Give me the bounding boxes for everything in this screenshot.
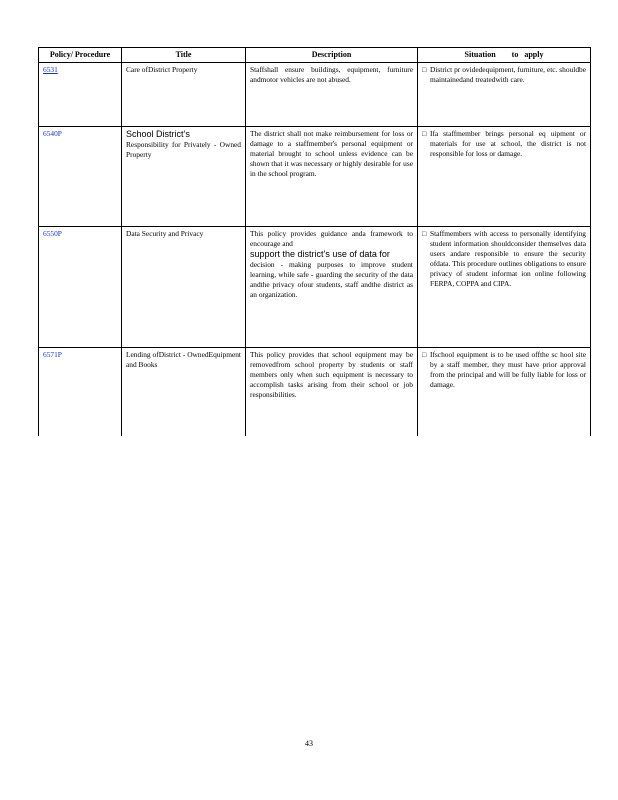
- policy-description-cell: [246, 127, 418, 227]
- policy-code-cell: [39, 63, 122, 127]
- table-header-row: [39, 48, 591, 63]
- policy-situation-cell: [418, 63, 591, 127]
- policy-description-cell: [246, 63, 418, 127]
- policy-description: Staffshall ensure buildings, equipment, furniture andmotor vehicles are not abused.: [250, 65, 413, 84]
- policy-title-cell: [122, 63, 246, 127]
- policy-situation: Staffmembers with access to personally identifying student information shouldconsider themselves data users andare responsible to ensure the security ofdata. This procedure outlines obligations to ensure privacy of student informat ion online following FERPA, COPPA and CIPA.: [430, 229, 586, 288]
- policy-title: Care ofDistrict Property: [126, 65, 198, 74]
- policy-code: 6540P: [43, 129, 62, 138]
- checkbox-bullet-icon: □: [422, 230, 427, 238]
- table-row: [39, 63, 591, 127]
- policy-description-part2: decision - making purposes to improve student learning, while safe - guarding the security of the data andthe privacy ofour students, staff andthe district as an organization.: [250, 260, 413, 299]
- policy-situation: Ifa staffmember brings personal eq uipment or materials for use at school, the district is not responsible for loss or damage.: [430, 129, 586, 158]
- policy-code-cell: [39, 348, 122, 436]
- header-policy: Policy/ Procedure: [39, 48, 122, 63]
- table-row: [39, 348, 591, 436]
- policy-title-cell: [122, 348, 246, 436]
- policy-code-link[interactable]: 6531: [43, 65, 58, 74]
- policy-situation-cell: [418, 227, 591, 348]
- policy-title-large: School District’s: [126, 129, 190, 139]
- header-situation: Situation to apply: [418, 48, 591, 63]
- policy-description-cell: [246, 348, 418, 436]
- policy-description-large: support the district’s use of data for: [250, 249, 390, 259]
- page-number: 43: [305, 739, 313, 748]
- policy-title: Responsibility for Privately - Owned Property: [126, 140, 241, 159]
- policy-situation-cell: [418, 348, 591, 436]
- header-title: Title: [122, 48, 246, 63]
- policy-description-cell: [246, 227, 418, 348]
- policy-code-cell: [39, 127, 122, 227]
- policy-code: 6571P: [43, 350, 62, 359]
- policy-description: This policy provides that school equipment may be removedfrom school property by students or staff members only when such equipment is necessary to accomplish tasks arising from their school or job responsibilities.: [250, 350, 413, 399]
- policy-description: The district shall not make reimbursement for loss or damage to a staffmember's personal equipment or material brought to school unless evidence can be shown that it was necessary or highly desirable for use in the school program.: [250, 129, 413, 178]
- policy-title: Lending ofDistrict - OwnedEquipment and Books: [126, 350, 241, 369]
- policy-code-cell: [39, 227, 122, 348]
- table-row: [39, 127, 591, 227]
- policy-situation: District pr ovidedequipment, furniture, etc. shouldbe maintainedand treatedwith care.: [430, 65, 586, 84]
- policy-situation: Ifschool equipment is to be used offthe sc hool site by a staff member, they must have prior approval from the principal and will be fully liable for loss or damage.: [430, 350, 586, 389]
- policy-title-cell: [122, 127, 246, 227]
- policy-situation-cell: [418, 127, 591, 227]
- policy-description-part1: This policy provides guidance anda framework to encourage and: [250, 229, 413, 248]
- header-description: Description: [246, 48, 418, 63]
- policy-title: Data Security and Privacy: [126, 229, 204, 238]
- checkbox-bullet-icon: □: [422, 66, 427, 74]
- table-row: [39, 227, 591, 348]
- checkbox-bullet-icon: □: [422, 130, 427, 138]
- policy-title-cell: [122, 227, 246, 348]
- policy-table: [38, 47, 591, 436]
- checkbox-bullet-icon: □: [422, 351, 427, 359]
- policy-code: 6550P: [43, 229, 62, 238]
